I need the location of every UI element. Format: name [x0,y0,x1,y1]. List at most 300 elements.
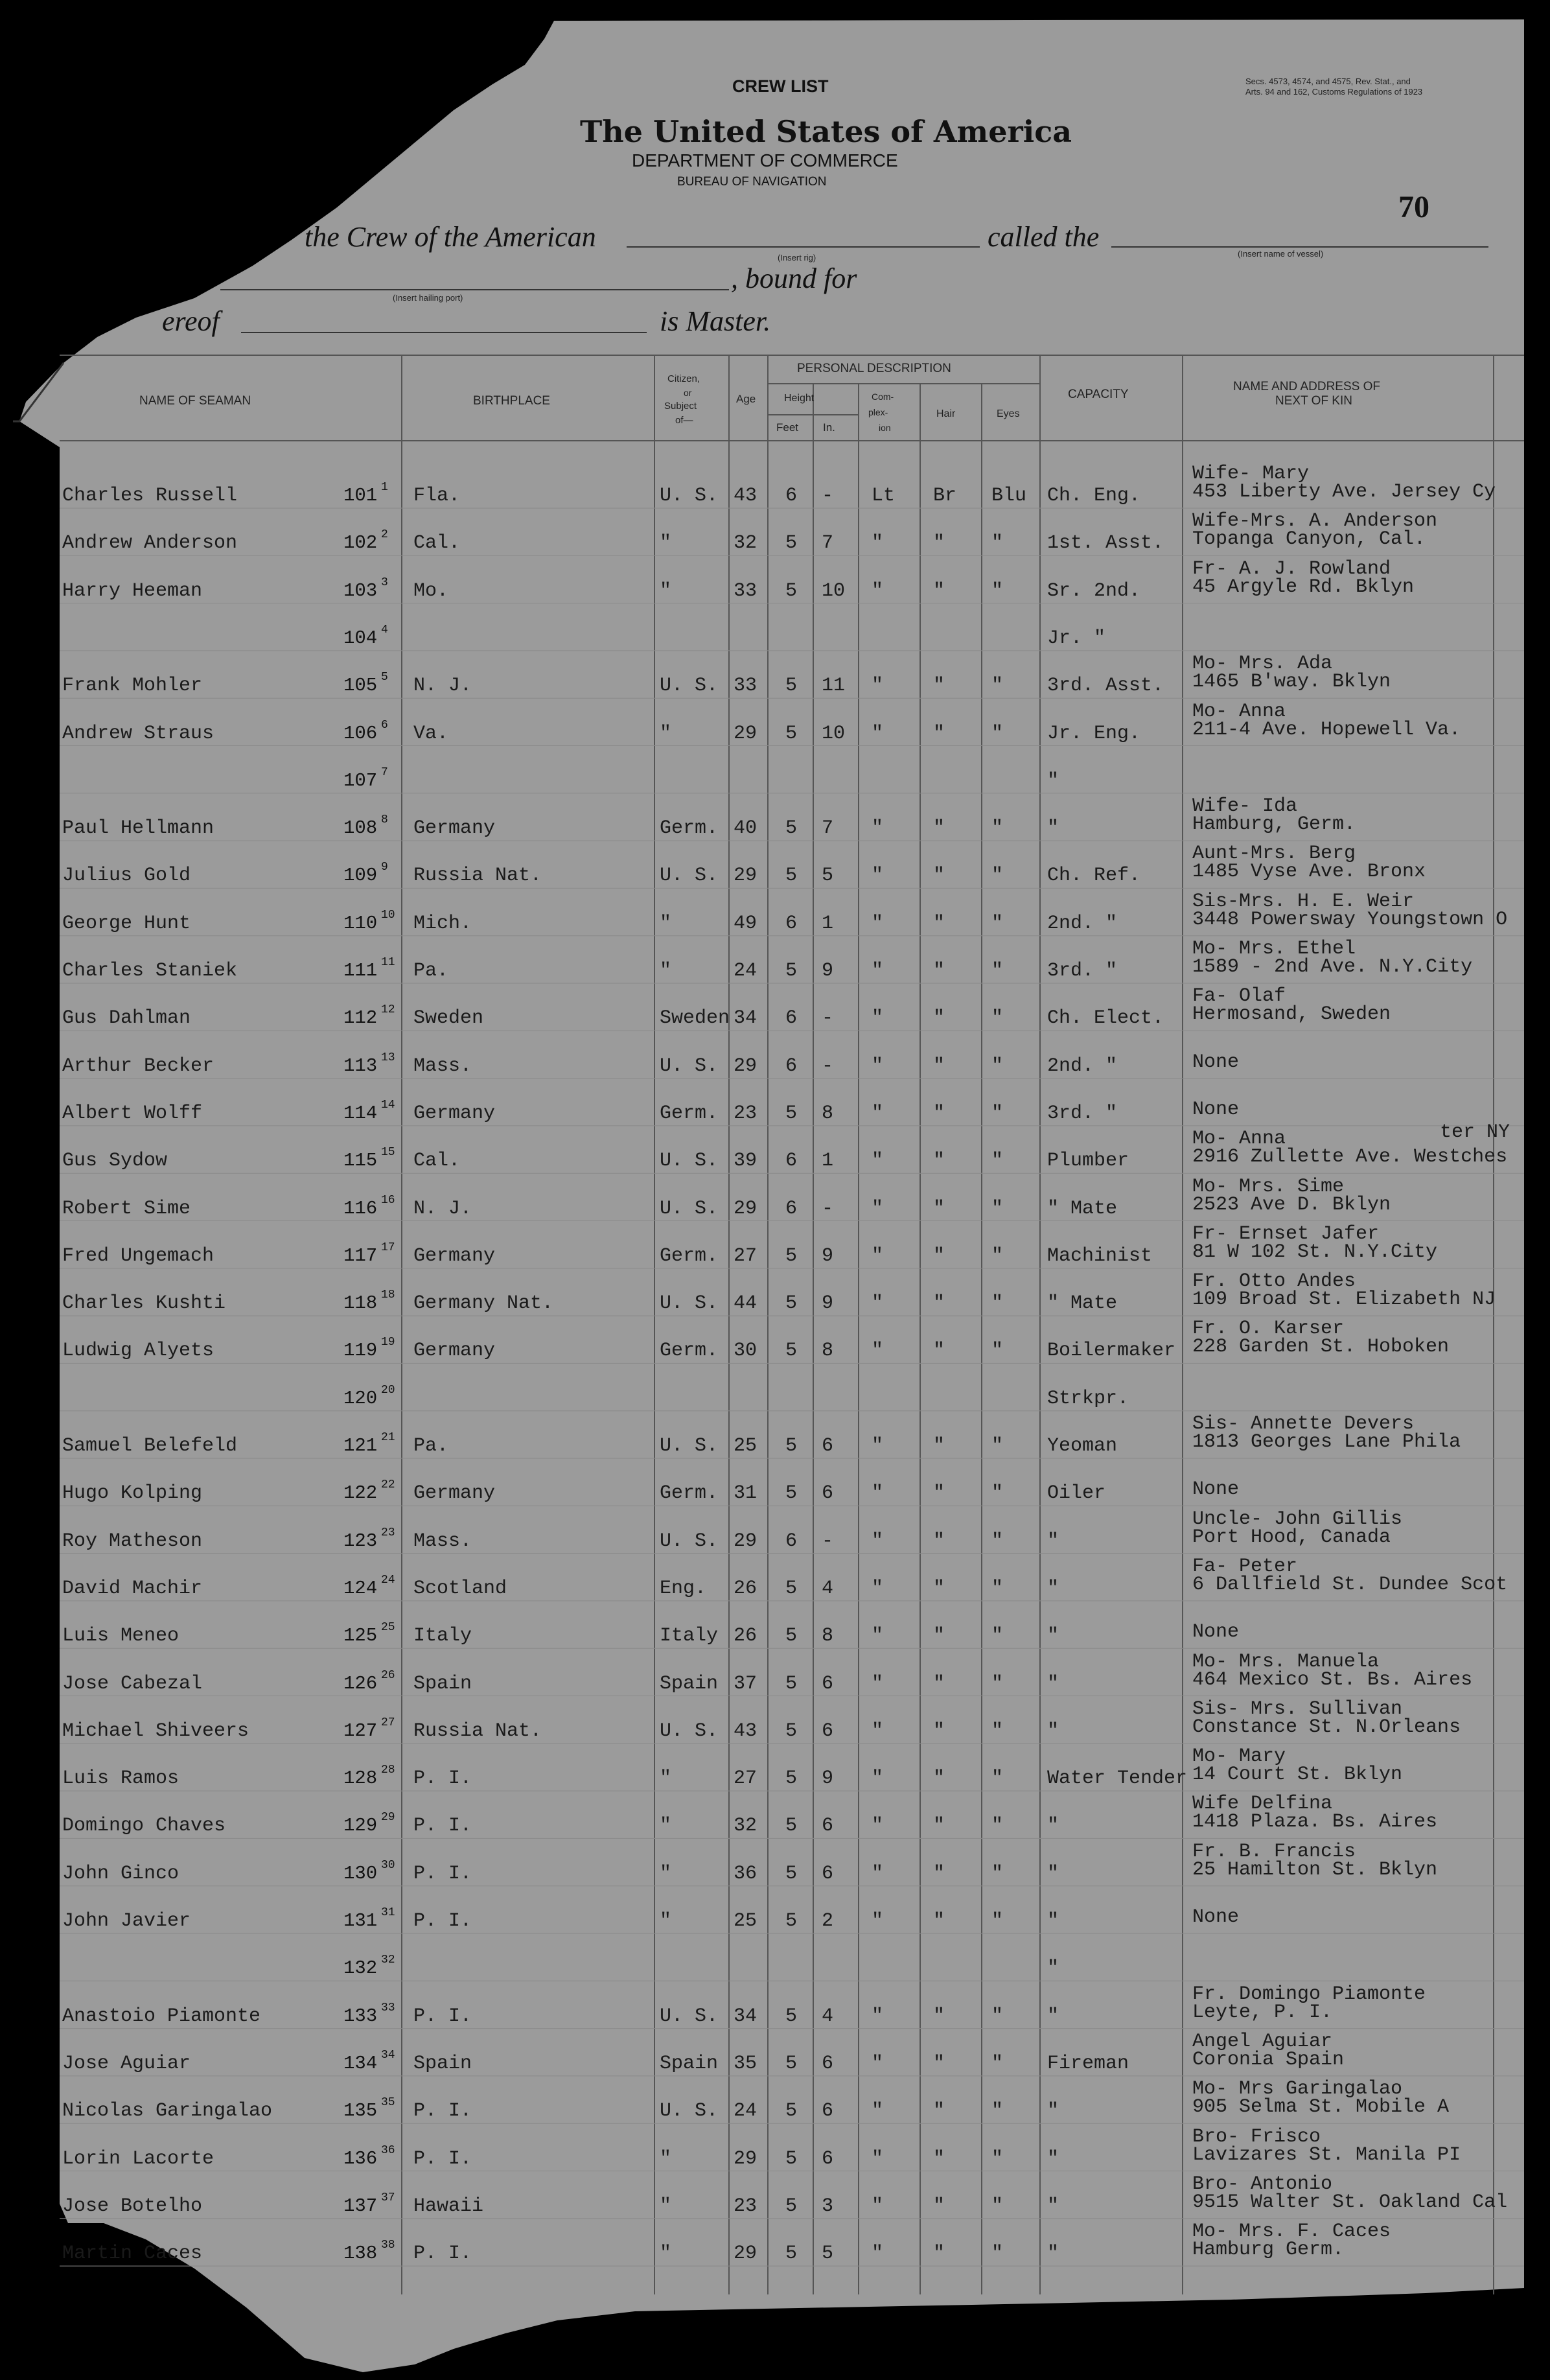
birthplace: Russia Nat. [413,1720,542,1742]
seaman-number: 115 [343,1150,378,1172]
next-of-kin-address: None [1192,1906,1240,1928]
seaman-number: 119 [343,1340,378,1362]
seaman-name: Harry Heeman [62,579,203,602]
seaman-subnumber: 7 [381,765,388,779]
height-inches: 9 [822,1244,834,1267]
height-inches: 6 [822,1672,834,1695]
age: 29 [734,2147,758,2170]
seaman-name: Luis Ramos [62,1768,179,1790]
capacity: Machinist [1047,1244,1153,1267]
seaman-name: Lorin Lacorte [62,2147,214,2170]
seaman-name: Samuel Belefeld [62,1435,238,1457]
complexion: " [872,2147,884,2170]
col-height: Height [784,393,815,404]
next-of-kin-address: Topanga Canyon, Cal. [1192,528,1426,551]
seaman-number: 126 [343,1672,378,1694]
birthplace: Germany Nat. [413,1292,554,1315]
seaman-number: 135 [343,2100,378,2122]
seaman-number: 130 [343,1862,378,1884]
birthplace: Fla. [413,485,461,507]
hair: " [933,675,945,697]
form-line-1: the Crew of the American [305,221,596,253]
age: 33 [734,579,758,602]
eyes: Blu [991,485,1027,507]
height-inches: 7 [822,532,834,555]
next-of-kin-name: Sis-Mrs. H. E. Weir [1192,890,1415,913]
citizenship: " [660,722,672,745]
seaman-number: 136 [343,2147,378,2169]
next-of-kin-address: 453 Liberty Ave. Jersey Cy [1192,481,1496,503]
eyes: " [991,2100,1004,2123]
hair: " [933,1530,945,1552]
hair: " [933,1292,945,1315]
height-feet: 6 [785,912,798,935]
seaman-number: 111 [343,960,378,981]
col-citizen-3: Subject [664,401,697,412]
next-of-kin-name: Fr- Ernset Jafer [1192,1222,1380,1245]
birthplace: Mich. [413,912,472,935]
eyes: " [991,1815,1004,1838]
height-feet: 5 [785,532,798,555]
age: 33 [734,675,758,697]
height-inches: 8 [822,1102,834,1125]
age: 44 [734,1292,758,1315]
complexion: " [872,1530,884,1552]
seaman-subnumber: 19 [381,1336,395,1349]
seaman-number: 124 [343,1577,378,1599]
citizenship: " [660,2243,672,2265]
complexion: " [872,2005,884,2027]
citizenship: Germ. [660,1244,719,1267]
birthplace: P. I. [413,1768,472,1790]
complexion: " [872,817,884,840]
next-of-kin-name: Mo- Mrs. Sime [1192,1175,1345,1198]
capacity: Ch. Ref. [1047,865,1141,887]
seaman-name: Hugo Kolping [62,1482,203,1505]
col-complexion-1: Com- [872,391,894,402]
height-feet: 5 [785,2100,798,2123]
eyes: " [991,1625,1004,1648]
complexion: " [872,579,884,602]
height-feet: 5 [785,1672,798,1695]
age: 30 [734,1340,758,1362]
age: 32 [734,532,758,555]
birthplace: N. J. [413,675,472,697]
height-feet: 5 [785,1862,798,1885]
next-of-kin-name: Mo- Mrs. F. Caces [1192,2221,1391,2243]
seaman-subnumber: 24 [381,1573,395,1587]
seaman-name: Gus Dahlman [62,1007,191,1030]
birthplace: Russia Nat. [413,865,542,887]
hair: " [933,1672,945,1695]
eyes: " [991,1862,1004,1885]
seaman-name: John Javier [62,1910,191,1932]
citizenship: U. S. [660,485,719,507]
seaman-subnumber: 10 [381,908,395,922]
hair: " [933,2100,945,2123]
eyes: " [991,532,1004,555]
seaman-subnumber: 2 [381,528,388,542]
seaman-name: Domingo Chaves [62,1815,226,1838]
next-of-kin-name: Mo- Mrs. Manuela [1192,1650,1380,1673]
seaman-subnumber: 32 [381,1954,395,1967]
complexion: " [872,1007,884,1030]
eyes: " [991,1482,1004,1505]
citizenship: Spain [660,2052,719,2075]
seaman-subnumber: 14 [381,1098,395,1112]
capacity: " [1047,2243,1059,2265]
eyes: " [991,1672,1004,1695]
citizenship: Sweden [660,1007,730,1030]
capacity: " [1047,1815,1059,1838]
height-feet: 5 [785,2195,798,2217]
next-of-kin-address: Hermosand, Sweden [1192,1003,1391,1026]
capacity: " [1047,1577,1059,1600]
seaman-subnumber: 38 [381,2239,395,2252]
seaman-subnumber: 18 [381,1289,395,1302]
citizenship: " [660,960,672,982]
seaman-subnumber: 15 [381,1146,395,1160]
birthplace: Cal. [413,1150,461,1172]
capacity: Strkpr. [1047,1387,1129,1410]
height-inches: 7 [822,817,834,840]
height-feet: 5 [785,1102,798,1125]
hair: " [933,1815,945,1838]
hair: " [933,1482,945,1505]
citizenship: " [660,579,672,602]
seaman-number: 118 [343,1292,378,1314]
capacity: " [1047,817,1059,840]
citizenship: " [660,2195,672,2217]
next-of-kin-name: Wife-Mrs. A. Anderson [1192,510,1438,533]
seaman-subnumber: 30 [381,1858,395,1872]
height-inches: 1 [822,1150,834,1172]
seaman-subnumber: 37 [381,2191,395,2204]
birthplace: Germany [413,1482,496,1505]
form-line-3b: is Master. [660,305,771,337]
seaman-name: Jose Botelho [62,2195,203,2217]
height-inches: 6 [822,1815,834,1838]
seaman-number: 109 [343,865,378,887]
next-of-kin-name: Wife- Mary [1192,463,1310,485]
complexion: " [872,2052,884,2075]
seaman-subnumber: 13 [381,1051,395,1064]
complexion: " [872,1435,884,1457]
birthplace: Mass. [413,1530,472,1552]
height-feet: 5 [785,1435,798,1457]
birthplace: P. I. [413,1815,472,1838]
eyes: " [991,1150,1004,1172]
citizenship: Germ. [660,1102,719,1125]
insert-vessel-note: (Insert name of vessel) [1238,249,1324,259]
next-of-kin-name: Mo- Mrs. Ada [1192,653,1333,675]
seaman-subnumber: 17 [381,1241,395,1254]
rig-blank [627,246,980,248]
seaman-number: 106 [343,722,378,744]
statute-note: Secs. 4573, 4574, and 4575, Rev. Stat., and [1245,76,1411,86]
citizenship: Spain [660,1672,719,1695]
birthplace: P. I. [413,2005,472,2027]
seaman-number: 114 [343,1102,378,1124]
citizenship: U. S. [660,1292,719,1315]
eyes: " [991,1530,1004,1552]
capacity: 1st. Asst. [1047,532,1164,555]
height-inches: 6 [822,1482,834,1505]
seaman-number: 120 [343,1387,378,1409]
country-title: The United States of America [580,114,1072,149]
next-of-kin-address: None [1192,1098,1240,1121]
eyes: " [991,2147,1004,2170]
birthplace: Sweden [413,1007,484,1030]
seaman-name: Michael Shiveers [62,1720,249,1742]
capacity: Sr. 2nd. [1047,579,1141,602]
height-feet: 6 [785,1197,798,1220]
capacity: Plumber [1047,1150,1129,1172]
capacity: " [1047,1957,1059,1980]
hair: " [933,1625,945,1648]
capacity: " [1047,2005,1059,2027]
seaman-subnumber: 4 [381,623,388,636]
complexion: " [872,1768,884,1790]
citizenship: " [660,1768,672,1790]
height-inches: 1 [822,912,834,935]
seaman-number: 113 [343,1055,378,1077]
eyes: " [991,1244,1004,1267]
capacity: " [1047,1672,1059,1695]
seaman-name: Luis Meneo [62,1625,179,1648]
height-feet: 5 [785,675,798,697]
citizenship: " [660,912,672,935]
next-of-kin-address: 3448 Powersway Youngstown O [1192,908,1508,931]
seaman-number: 101 [343,485,378,506]
seaman-name: George Hunt [62,912,191,935]
next-of-kin-address: 1589 - 2nd Ave. N.Y.City [1192,956,1473,978]
eyes: " [991,817,1004,840]
seaman-name: Arthur Becker [62,1055,214,1077]
capacity: 2nd. " [1047,912,1118,935]
col-citizen-2: or [684,388,692,398]
hair: Br [933,485,957,507]
height-feet: 6 [785,1007,798,1030]
next-of-kin-name: Mo- Mary [1192,1745,1286,1768]
citizenship: U. S. [660,1197,719,1220]
height-feet: 5 [785,1292,798,1315]
next-of-kin-address: 1485 Vyse Ave. Bronx [1192,861,1426,883]
hair: " [933,579,945,602]
eyes: " [991,1102,1004,1125]
capacity: " [1047,1910,1059,1932]
height-inches: - [822,1055,834,1077]
col-citizen-4: of— [675,415,693,426]
age: 39 [734,1150,758,1172]
seaman-name: Andrew Anderson [62,532,238,555]
citizenship: Germ. [660,1340,719,1362]
age: 27 [734,1768,758,1790]
age: 26 [734,1577,758,1600]
seaman-subnumber: 35 [381,2096,395,2110]
citizenship: U. S. [660,2100,719,2123]
age: 40 [734,817,758,840]
hair: " [933,1055,945,1077]
seaman-number: 121 [343,1435,378,1456]
hair: " [933,1150,945,1172]
next-of-kin-address: Coronia Spain [1192,2048,1345,2071]
next-of-kin-name: Angel Aguiar [1192,2030,1333,2053]
birthplace: Pa. [413,1435,449,1457]
capacity: Water Tender [1047,1768,1188,1790]
age: 26 [734,1625,758,1648]
capacity: " [1047,1625,1059,1648]
birthplace: Germany [413,1102,496,1125]
eyes: " [991,2195,1004,2217]
hair: " [933,2005,945,2027]
seaman-number: 132 [343,1957,378,1979]
capacity: Jr. Eng. [1047,722,1141,745]
capacity: " Mate [1047,1197,1118,1220]
next-of-kin-name: Sis- Annette Devers [1192,1413,1415,1435]
citizenship: " [660,2147,672,2170]
complexion: " [872,1150,884,1172]
page-number: 70 [1398,190,1429,224]
capacity: Ch. Elect. [1047,1007,1164,1030]
age: 23 [734,2195,758,2217]
eyes: " [991,2005,1004,2027]
eyes: " [991,865,1004,887]
age: 34 [734,2005,758,2027]
height-inches: 4 [822,1577,834,1600]
next-of-kin-address: 1813 Georges Lane Phila [1192,1431,1461,1453]
next-of-kin-address: 109 Broad St. Elizabeth NJ [1192,1289,1496,1311]
height-inches: 6 [822,1435,834,1457]
complexion: " [872,1862,884,1885]
col-kin-1: NAME AND ADDRESS OF [1233,380,1380,393]
seaman-number: 116 [343,1197,378,1219]
height-inches: 4 [822,2005,834,2027]
capacity: 3rd. " [1047,960,1118,982]
col-feet: Feet [776,421,799,434]
eyes: " [991,722,1004,745]
next-of-kin-name: Mo- Mrs. Ethel [1192,938,1356,960]
seaman-subnumber: 11 [381,956,395,969]
citizenship: Germ. [660,817,719,840]
hair: " [933,1862,945,1885]
next-of-kin-name: Fr. Domingo Piamonte [1192,1983,1426,2005]
eyes: " [991,1577,1004,1600]
seaman-subnumber: 9 [381,861,388,874]
capacity: " Mate [1047,1292,1118,1315]
hair: " [933,1007,945,1030]
seaman-subnumber: 12 [381,1003,395,1017]
eyes: " [991,1768,1004,1790]
height-inches: - [822,1007,834,1030]
next-of-kin-address: Hamburg, Germ. [1192,813,1356,836]
citizenship: U. S. [660,1150,719,1172]
age: 25 [734,1910,758,1932]
complexion: " [872,1910,884,1932]
height-feet: 6 [785,1055,798,1077]
age: 29 [734,2243,758,2265]
next-of-kin-address: 211-4 Ave. Hopewell Va. [1192,718,1461,741]
seaman-subnumber: 6 [381,718,388,732]
seaman-number: 131 [343,1910,378,1931]
next-of-kin-address: Port Hood, Canada [1192,1526,1391,1548]
department-title: DEPARTMENT OF COMMERCE [632,150,898,170]
seaman-name: Gus Sydow [62,1150,168,1172]
next-of-kin-name: Wife- Ida [1192,795,1298,818]
eyes: " [991,912,1004,935]
seaman-subnumber: 3 [381,576,388,589]
complexion: " [872,2100,884,2123]
seaman-number: 112 [343,1007,378,1029]
form-line-3: ereof [162,305,220,337]
seaman-name: Paul Hellmann [62,817,214,840]
height-inches: 5 [822,2243,834,2265]
height-inches: 10 [822,579,846,602]
birthplace: Hawaii [413,2195,484,2217]
birthplace: Germany [413,1244,496,1267]
age: 24 [734,2100,758,2123]
kin-fragment: ter NY [1440,1121,1510,1143]
col-capacity: CAPACITY [1068,388,1129,401]
seaman-name: Charles Staniek [62,960,238,982]
height-feet: 6 [785,1530,798,1552]
complexion: " [872,1197,884,1220]
next-of-kin-name: Wife Delfina [1192,1793,1333,1815]
citizenship: U. S. [660,1055,719,1077]
next-of-kin-address: Constance St. N.Orleans [1192,1716,1461,1738]
height-inches: 9 [822,1292,834,1315]
seaman-number: 102 [343,532,378,554]
eyes: " [991,960,1004,982]
seaman-name: Jose Cabezal [62,1672,203,1695]
height-inches: 9 [822,1768,834,1790]
next-of-kin-name: Bro- Frisco [1192,2125,1321,2148]
birthplace: Mo. [413,579,449,602]
hair: " [933,722,945,745]
seaman-number: 107 [343,769,378,791]
citizenship: U. S. [660,865,719,887]
next-of-kin-address: 2916 Zullette Ave. Westches [1192,1146,1508,1169]
birthplace: Italy [413,1625,472,1648]
citizenship: Eng. [660,1577,707,1600]
seaman-number: 138 [343,2243,378,2265]
col-personal-description: PERSONAL DESCRIPTION [797,362,951,375]
height-inches: 8 [822,1340,834,1362]
capacity: Ch. Eng. [1047,485,1141,507]
citizenship: " [660,1910,672,1932]
seaman-subnumber: 34 [381,2048,395,2062]
height-inches: 11 [822,675,846,697]
citizenship: U. S. [660,2005,719,2027]
citizenship: Germ. [660,1482,719,1505]
age: 24 [734,960,758,982]
next-of-kin-address: None [1192,1621,1240,1644]
seaman-number: 134 [343,2052,378,2074]
height-feet: 5 [785,722,798,745]
next-of-kin-name: Mo- Anna [1192,1128,1286,1150]
height-inches: 5 [822,865,834,887]
birthplace: Cal. [413,532,461,555]
seaman-name: David Machir [62,1577,203,1600]
col-hair: Hair [936,408,956,419]
hair: " [933,2195,945,2217]
seaman-number: 103 [343,579,378,601]
height-inches: 8 [822,1625,834,1648]
next-of-kin-name: Sis- Mrs. Sullivan [1192,1698,1403,1720]
age: 43 [734,1720,758,1742]
birthplace: P. I. [413,1862,472,1885]
seaman-number: 122 [343,1482,378,1504]
